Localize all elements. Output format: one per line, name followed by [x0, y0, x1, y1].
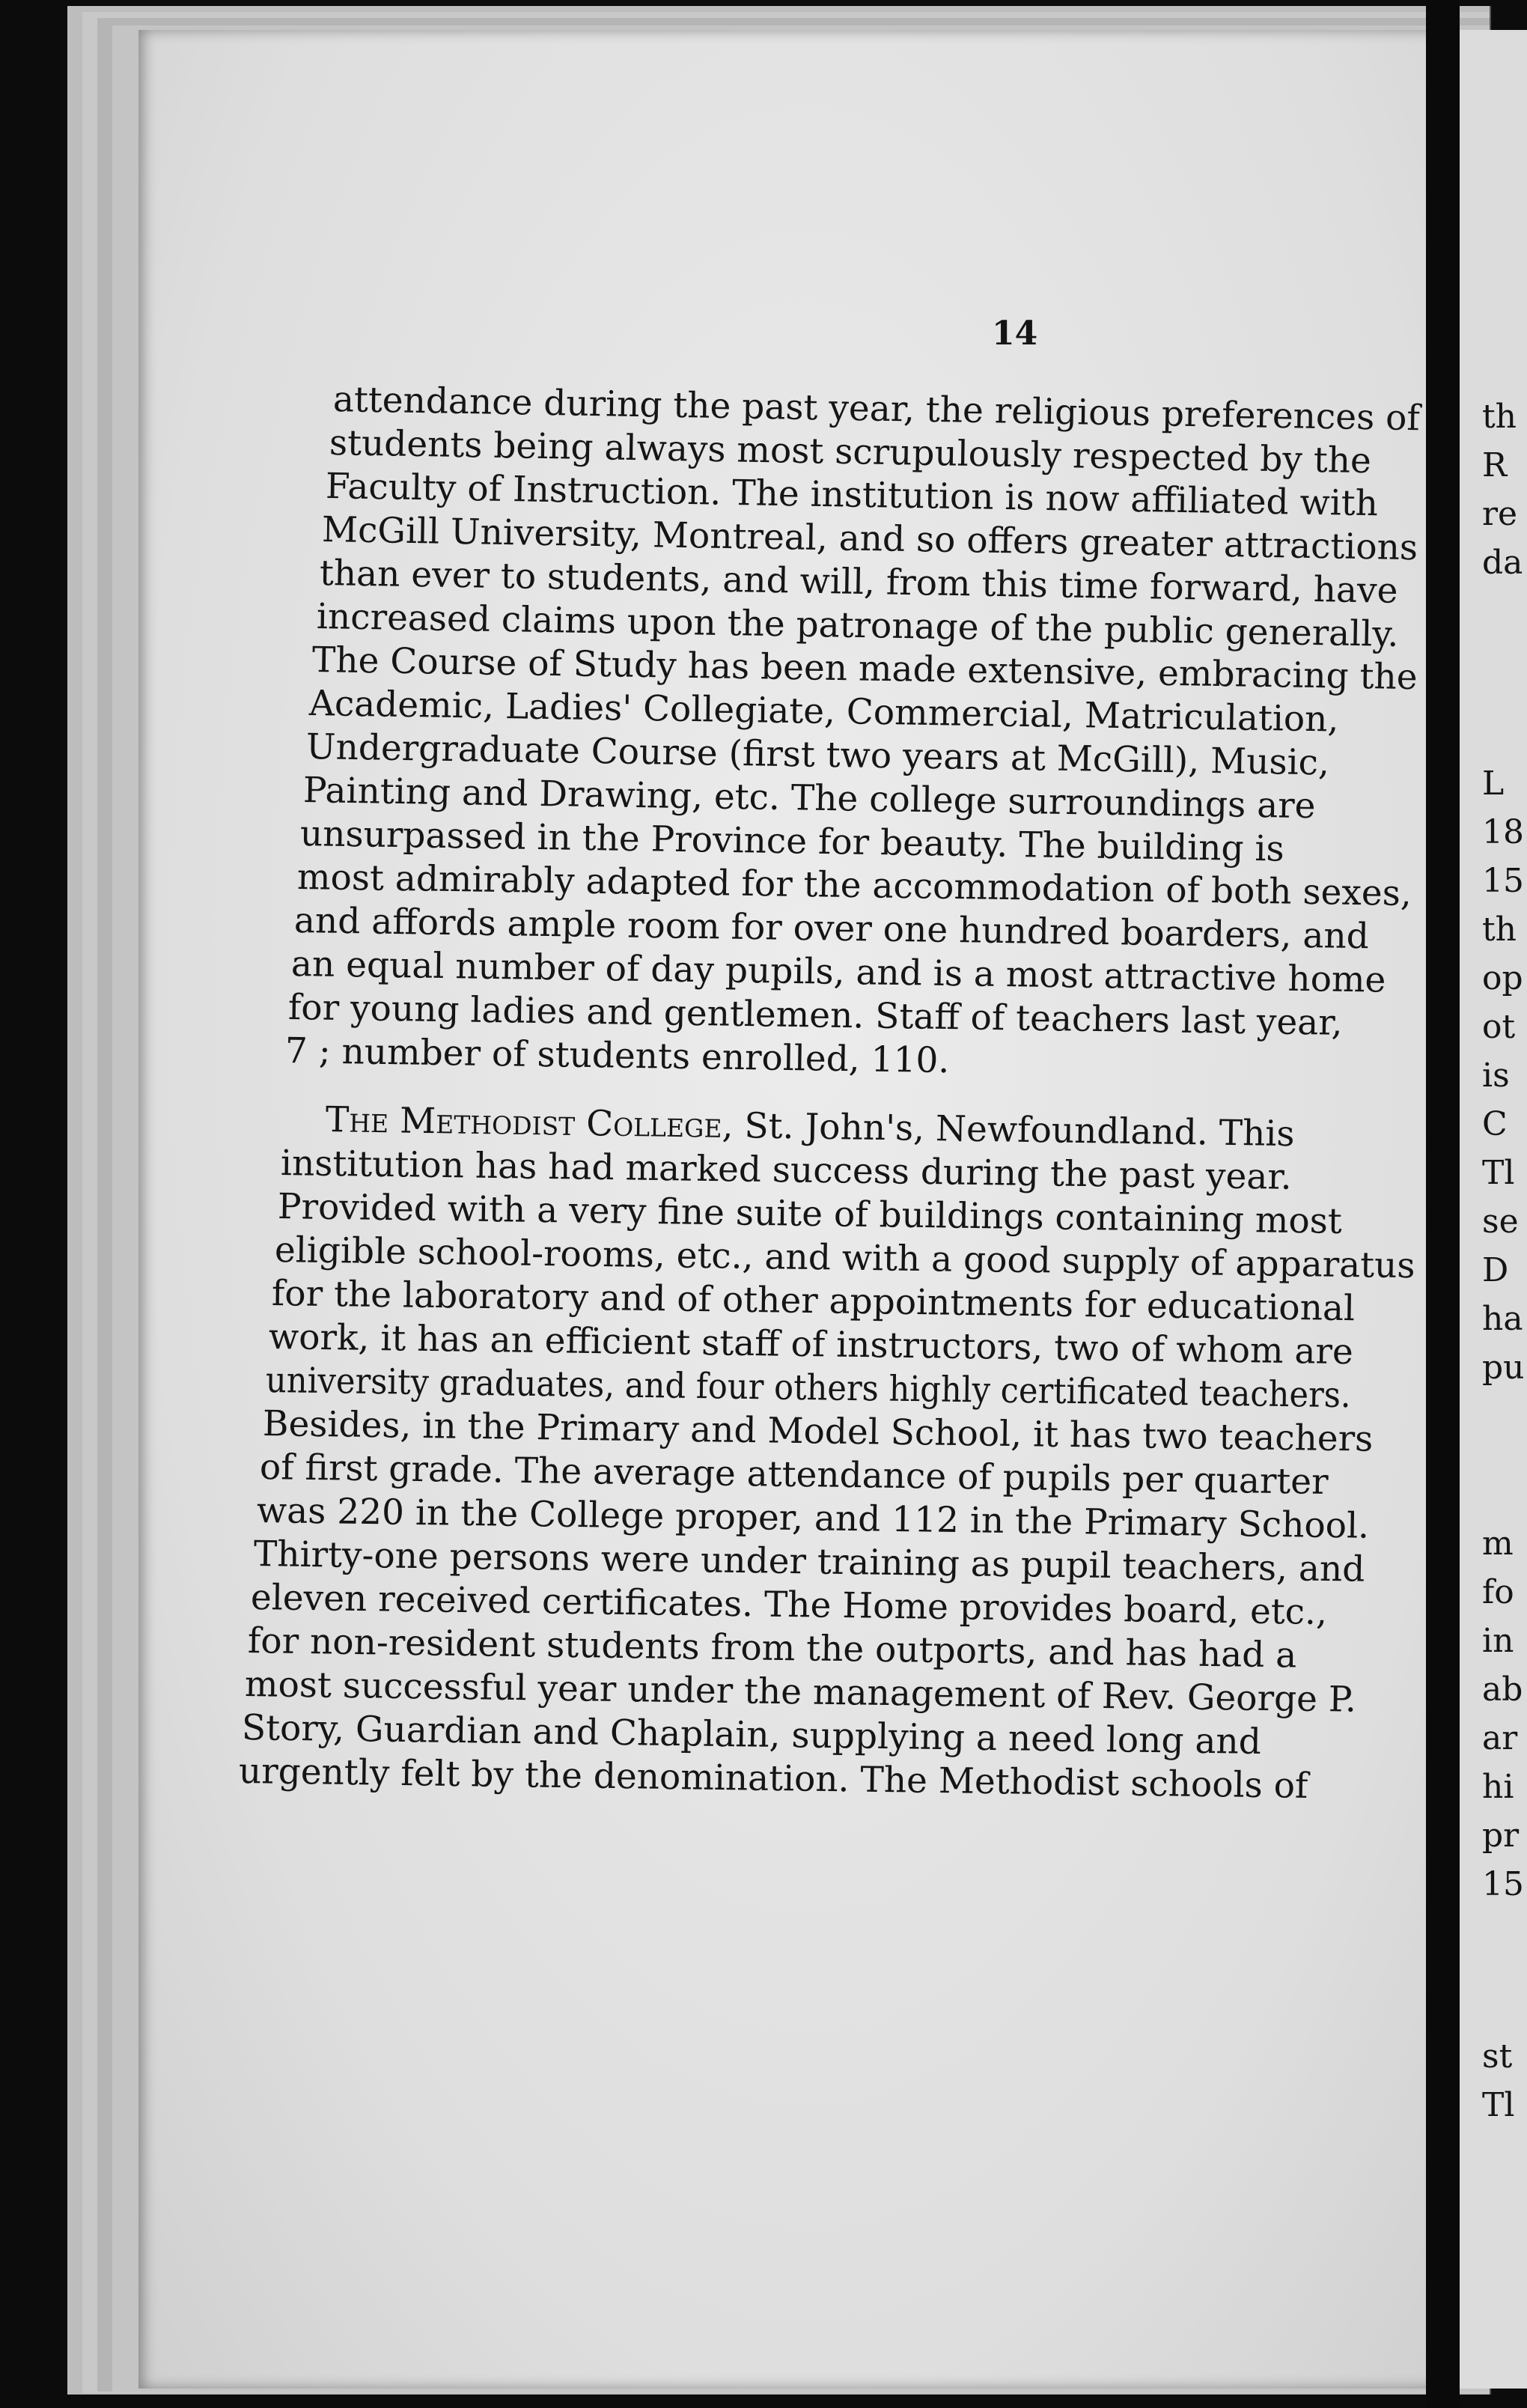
facing-text-fragment: R: [1482, 446, 1508, 484]
text-line: Besides, in the Primary and Model School, it has two teachers: [262, 1403, 1374, 1460]
text-line: Thirty-one persons were under training as pupil teachers, and: [253, 1533, 1365, 1590]
facing-text-fragment: pr: [1482, 1816, 1520, 1855]
facing-text-fragment: 18: [1482, 813, 1524, 851]
text-line: for young ladies and gentlemen. Staff of teachers last year,: [287, 987, 1343, 1044]
facing-text-fragment: ha: [1482, 1300, 1523, 1338]
text-line: most successful year under the management of Rev. George P.: [244, 1664, 1357, 1721]
text-line: [325, 1099, 1295, 1155]
text-line: urgently felt by the denomination. The Methodist schools of: [238, 1751, 1308, 1807]
facing-text-fragment: th: [1482, 398, 1517, 436]
text-line: Provided with a very fine suite of buildings containing most: [277, 1186, 1343, 1242]
facing-text-fragment: da: [1482, 544, 1523, 582]
text-line: eleven received certificates. The Home provides board, etc.,: [250, 1577, 1328, 1634]
facing-text-fragment: Tl: [1482, 2086, 1515, 2124]
page-text: [138, 30, 1471, 2389]
book-page: [138, 30, 1471, 2389]
facing-text-fragment: C: [1482, 1105, 1508, 1143]
text-line: than ever to students, and will, from this time forward, have: [319, 553, 1398, 612]
facing-text-fragment: 15: [1482, 1865, 1524, 1903]
facing-text-fragment: pu: [1482, 1349, 1525, 1387]
text-line: university graduates, and four others highly certificated teachers.: [265, 1360, 1352, 1417]
facing-text-fragment: D: [1482, 1251, 1509, 1289]
text-line: Faculty of Instruction. The institution is now affiliated with: [325, 466, 1379, 525]
facing-text-fragment: Tl: [1482, 1154, 1515, 1192]
facing-text-fragment: in: [1482, 1622, 1514, 1660]
text-line: 7 ; number of students enrolled, 110.: [284, 1030, 950, 1082]
page-number: 14: [992, 314, 1038, 353]
text-line: an equal number of day pupils, and is a most attractive home: [290, 943, 1386, 1001]
facing-text-fragment: 15: [1482, 862, 1524, 900]
text-line: Undergraduate Course (first two years at McGill), Music,: [305, 726, 1330, 784]
facing-text-fragment: ab: [1482, 1670, 1523, 1709]
text-line: of first grade. The average attendance of pupils per quarter: [259, 1447, 1329, 1503]
text-line: The Course of Study has been made extensive, embracing the: [311, 639, 1418, 699]
facing-text-fragment: st: [1482, 2037, 1513, 2076]
facing-text-fragment: op: [1482, 959, 1523, 997]
text-line: institution has had marked success during the past year.: [280, 1143, 1293, 1198]
text-line: most admirably adapted for the accommodation of both sexes,: [296, 857, 1412, 915]
text-line: and affords ample room for over one hundred boarders, and: [293, 900, 1370, 958]
book-gutter: [1426, 0, 1460, 2408]
facing-text-fragment: re: [1482, 495, 1518, 533]
text-line: Painting and Drawing, etc. The college surroundings are: [302, 770, 1316, 827]
facing-text-fragment: ar: [1482, 1719, 1518, 1757]
text-line: attendance during the past year, the religious preferences of: [332, 379, 1421, 440]
facing-text-fragment: ot: [1482, 1008, 1516, 1046]
college-heading: The Methodist College,: [325, 1099, 734, 1147]
text-line: eligible school-rooms, etc., and with a good supply of apparatus: [274, 1229, 1415, 1287]
facing-text-fragment: hi: [1482, 1768, 1514, 1806]
facing-text-fragment: L: [1482, 764, 1505, 803]
text-line: increased claims upon the patronage of the public generally.: [316, 596, 1399, 655]
facing-text-fragment: m: [1482, 1524, 1514, 1563]
text-line: for non-resident students from the outports, and has had a: [247, 1620, 1297, 1676]
text-line: students being always most scrupulously respected by the: [329, 422, 1372, 482]
text-line: Academic, Ladies' Collegiate, Commercial, Matriculation,: [308, 683, 1339, 741]
text-line: for the laboratory and of other appointments for educational: [271, 1273, 1356, 1330]
facing-text-fragment: fo: [1482, 1573, 1514, 1611]
text-line: was 220 in the College proper, and 112 in the Primary School.: [256, 1490, 1370, 1547]
text-line: work, it has an efficient staff of instructors, two of whom are: [268, 1316, 1354, 1373]
text-line: Story, Guardian and Chaplain, supplying a need long and: [241, 1707, 1262, 1763]
facing-text-fragment: is: [1482, 1056, 1510, 1095]
facing-page-fragment: [1460, 30, 1527, 2389]
heading-rest: St. John's, Newfoundland. This: [733, 1105, 1295, 1155]
text-line: unsurpassed in the Province for beauty. The building is: [299, 813, 1285, 870]
text-line: McGill University, Montreal, and so offers greater attractions: [321, 509, 1418, 569]
facing-text-fragment: se: [1482, 1203, 1519, 1241]
facing-text-fragment: th: [1482, 910, 1517, 949]
